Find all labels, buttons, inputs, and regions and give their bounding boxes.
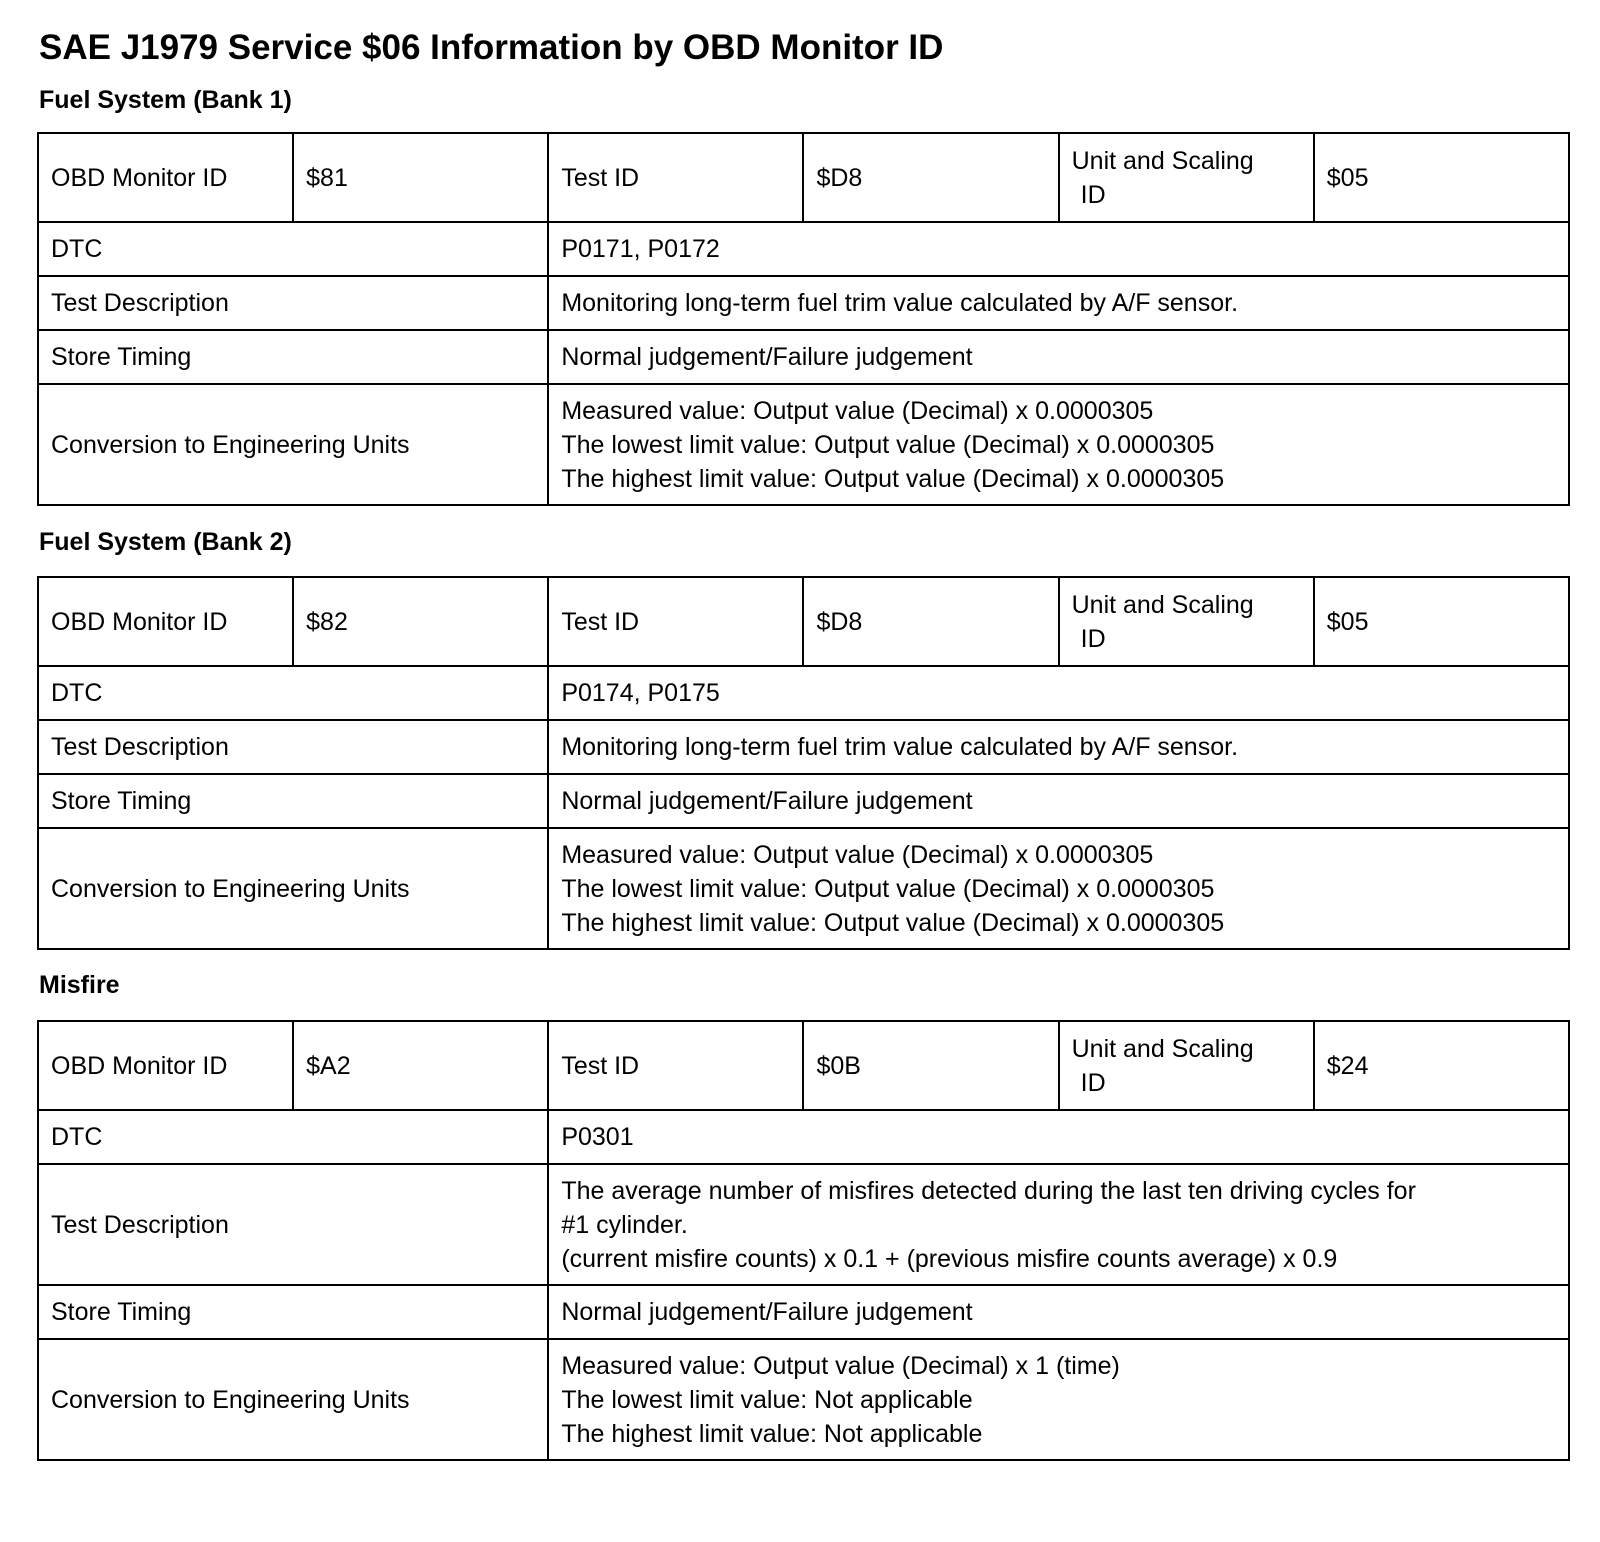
text-line: The lowest limit value: Not applicable	[561, 1385, 973, 1414]
unit-scaling-id-label	[1059, 577, 1314, 666]
obd-monitor-id-label: OBD Monitor ID	[38, 1021, 293, 1110]
dtc-value: P0171, P0172	[548, 222, 1569, 276]
table-row	[38, 1164, 1569, 1285]
table-row	[38, 330, 1569, 384]
page-title: SAE J1979 Service $06 Information by OBD Monitor ID	[39, 28, 944, 67]
table-row	[38, 1285, 1569, 1339]
store-timing-label: Store Timing	[38, 1285, 548, 1339]
conversion-value	[548, 1339, 1569, 1460]
text-line: Measured value: Output value (Decimal) x 0.0000305	[561, 840, 1154, 869]
table-row	[38, 1021, 1569, 1110]
dtc-label: DTC	[38, 666, 548, 720]
text-line: The lowest limit value: Output value (Decimal) x 0.0000305	[561, 430, 1215, 459]
text-line: The average number of misfires detected during the last ten driving cycles for	[561, 1176, 1416, 1205]
unit-scaling-label-line-1: Unit and Scaling	[1071, 1034, 1254, 1063]
text-line: #1 cylinder.	[561, 1210, 688, 1239]
table-row	[38, 666, 1569, 720]
text-line: The highest limit value: Not applicable	[561, 1419, 983, 1448]
misfire-table	[37, 1020, 1570, 1461]
unit-scaling-label-line-1: Unit and Scaling	[1071, 146, 1254, 175]
unit-scaling-id-label	[1059, 1021, 1314, 1110]
conversion-value	[548, 384, 1569, 505]
text-line: The lowest limit value: Output value (Decimal) x 0.0000305	[561, 874, 1215, 903]
store-timing-value: Normal judgement/Failure judgement	[548, 1285, 1569, 1339]
table-row	[38, 133, 1569, 222]
test-description-value	[548, 276, 1569, 330]
section-heading-misfire: Misfire	[39, 971, 120, 999]
obd-monitor-id-value: $82	[293, 577, 548, 666]
table-row	[38, 276, 1569, 330]
store-timing-value: Normal judgement/Failure judgement	[548, 330, 1569, 384]
obd-monitor-id-value: $81	[293, 133, 548, 222]
text-line: Monitoring long-term fuel trim value calculated by A/F sensor.	[561, 733, 1239, 761]
text-line: Monitoring long-term fuel trim value calculated by A/F sensor.	[561, 289, 1239, 317]
table-row	[38, 1110, 1569, 1164]
unit-scaling-id-value: $24	[1314, 1021, 1569, 1110]
obd-monitor-id-label: OBD Monitor ID	[38, 133, 293, 222]
test-id-value: $0B	[803, 1021, 1058, 1110]
test-description-label: Test Description	[38, 1164, 548, 1285]
unit-scaling-id-label	[1059, 133, 1314, 222]
obd-monitor-id-label: OBD Monitor ID	[38, 577, 293, 666]
table-row	[38, 1339, 1569, 1460]
table-row	[38, 384, 1569, 505]
table-row	[38, 774, 1569, 828]
fuel-bank-2-table	[37, 576, 1570, 950]
section-heading-fuel-bank-1: Fuel System (Bank 1)	[39, 86, 292, 114]
unit-scaling-id-value: $05	[1314, 133, 1569, 222]
section-heading-fuel-bank-2: Fuel System (Bank 2)	[39, 528, 292, 556]
dtc-label: DTC	[38, 222, 548, 276]
test-description-label: Test Description	[38, 276, 548, 330]
text-line: Measured value: Output value (Decimal) x 0.0000305	[561, 396, 1154, 425]
test-description-value	[548, 720, 1569, 774]
store-timing-label: Store Timing	[38, 330, 548, 384]
text-line: (current misfire counts) x 0.1 + (previous misfire counts average) x 0.9	[561, 1244, 1338, 1273]
test-id-value: $D8	[803, 577, 1058, 666]
store-timing-value: Normal judgement/Failure judgement	[548, 774, 1569, 828]
unit-scaling-label-line-2: ID	[1080, 180, 1106, 209]
conversion-value	[548, 828, 1569, 949]
unit-scaling-id-value: $05	[1314, 577, 1569, 666]
store-timing-label: Store Timing	[38, 774, 548, 828]
text-line: Measured value: Output value (Decimal) x 1 (time)	[561, 1351, 1120, 1380]
table-row	[38, 577, 1569, 666]
unit-scaling-label-line-1: Unit and Scaling	[1071, 590, 1254, 619]
test-id-label: Test ID	[548, 133, 803, 222]
table-row	[38, 828, 1569, 949]
unit-scaling-label-line-2: ID	[1080, 624, 1106, 653]
table-row	[38, 222, 1569, 276]
dtc-value: P0301	[548, 1110, 1569, 1164]
conversion-label: Conversion to Engineering Units	[38, 1339, 548, 1460]
unit-scaling-label-line-2: ID	[1080, 1068, 1106, 1097]
test-id-value: $D8	[803, 133, 1058, 222]
test-id-label: Test ID	[548, 1021, 803, 1110]
conversion-label: Conversion to Engineering Units	[38, 384, 548, 505]
table-row	[38, 720, 1569, 774]
test-id-label: Test ID	[548, 577, 803, 666]
dtc-label: DTC	[38, 1110, 548, 1164]
fuel-bank-1-table	[37, 132, 1570, 506]
text-line: The highest limit value: Output value (Decimal) x 0.0000305	[561, 908, 1225, 937]
test-description-value	[548, 1164, 1569, 1285]
text-line: The highest limit value: Output value (Decimal) x 0.0000305	[561, 464, 1225, 493]
obd-monitor-id-value: $A2	[293, 1021, 548, 1110]
test-description-label: Test Description	[38, 720, 548, 774]
conversion-label: Conversion to Engineering Units	[38, 828, 548, 949]
dtc-value: P0174, P0175	[548, 666, 1569, 720]
